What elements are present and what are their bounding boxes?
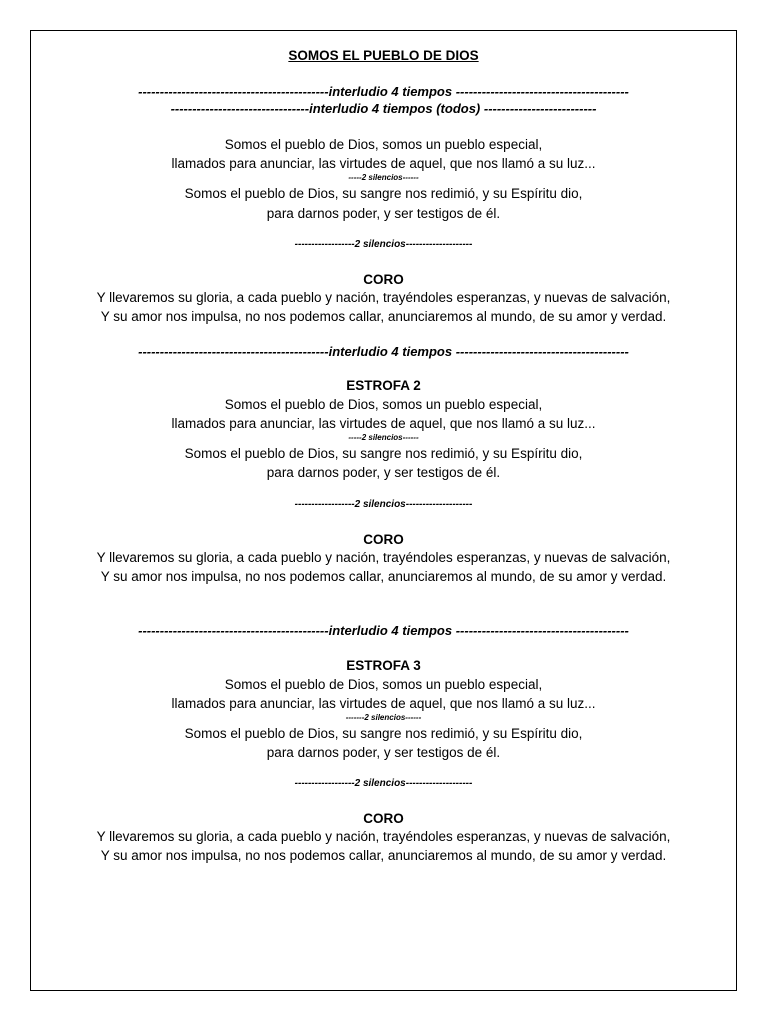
verse1-line2: llamados para anunciar, las virtudes de aquel, que nos llamó a su luz... [171,156,596,171]
chorus3-line1: Y llevaremos su gloria, a cada pueblo y nación, trayéndoles esperanzas, y nuevas de salvación, [96,829,671,844]
chorus2-line1: Y llevaremos su gloria, a cada pueblo y nación, trayéndoles esperanzas, y nuevas de salvación, [96,550,671,565]
verse1-line4: para darnos poder, y ser testigos de él. [266,206,501,221]
chorus3-line2: Y su amor nos impulsa, no nos podemos callar, anunciaremos al mundo, de su amor y verdad. [100,848,667,863]
verse2-line3: Somos el pueblo de Dios, su sangre nos redimió, y su Espíritu dio, [184,446,583,461]
chorus1-line2: Y su amor nos impulsa, no nos podemos callar, anunciaremos al mundo, de su amor y verdad. [100,309,667,324]
chorus1-line1: Y llevaremos su gloria, a cada pueblo y nación, trayéndoles esperanzas, y nuevas de salvación, [96,290,671,305]
chorus1-heading: CORO [363,272,404,287]
verse1-silence: -----2 silencios------ [348,173,419,182]
chorus3-heading: CORO [363,811,404,826]
interlude-all-line: --------------------------------interludio 4 tiempos (todos) -------------------------- [170,101,597,116]
verse3-line3: Somos el pueblo de Dios, su sangre nos redimió, y su Espíritu dio, [184,726,583,741]
verse3-line2: llamados para anunciar, las virtudes de aquel, que nos llamó a su luz... [171,696,596,711]
verse3-silence-after: ------------------2 silencios-------------------- [294,778,473,789]
verse3-line4: para darnos poder, y ser testigos de él. [266,745,501,760]
interlude-line: --------------------------------------------interludio 4 tiempos ---------------------------------------- [138,84,629,99]
interlude-line: --------------------------------------------interludio 4 tiempos ---------------------------------------- [138,344,629,359]
verse1-line3: Somos el pueblo de Dios, su sangre nos redimió, y su Espíritu dio, [184,186,583,201]
verse2-line4: para darnos poder, y ser testigos de él. [266,465,501,480]
verse3-line1: Somos el pueblo de Dios, somos un pueblo especial, [224,677,543,692]
verse2-line1: Somos el pueblo de Dios, somos un pueblo especial, [224,397,543,412]
song-sheet [30,30,737,991]
interlude-line: --------------------------------------------interludio 4 tiempos ---------------------------------------- [138,623,629,638]
song-title: SOMOS EL PUEBLO DE DIOS [288,48,479,63]
verse3-silence: -------2 silencios------ [345,713,422,722]
verse1-line1: Somos el pueblo de Dios, somos un pueblo especial, [224,137,543,152]
verse1-silence-after: ------------------2 silencios-------------------- [294,239,473,250]
verse2-silence: -----2 silencios------ [348,433,419,442]
chorus2-heading: CORO [363,532,404,547]
verse2-silence-after: ------------------2 silencios-------------------- [294,499,473,510]
verse3-heading: ESTROFA 3 [346,658,421,673]
verse2-line2: llamados para anunciar, las virtudes de aquel, que nos llamó a su luz... [171,416,596,431]
chorus2-line2: Y su amor nos impulsa, no nos podemos callar, anunciaremos al mundo, de su amor y verdad. [100,569,667,584]
verse2-heading: ESTROFA 2 [346,378,421,393]
